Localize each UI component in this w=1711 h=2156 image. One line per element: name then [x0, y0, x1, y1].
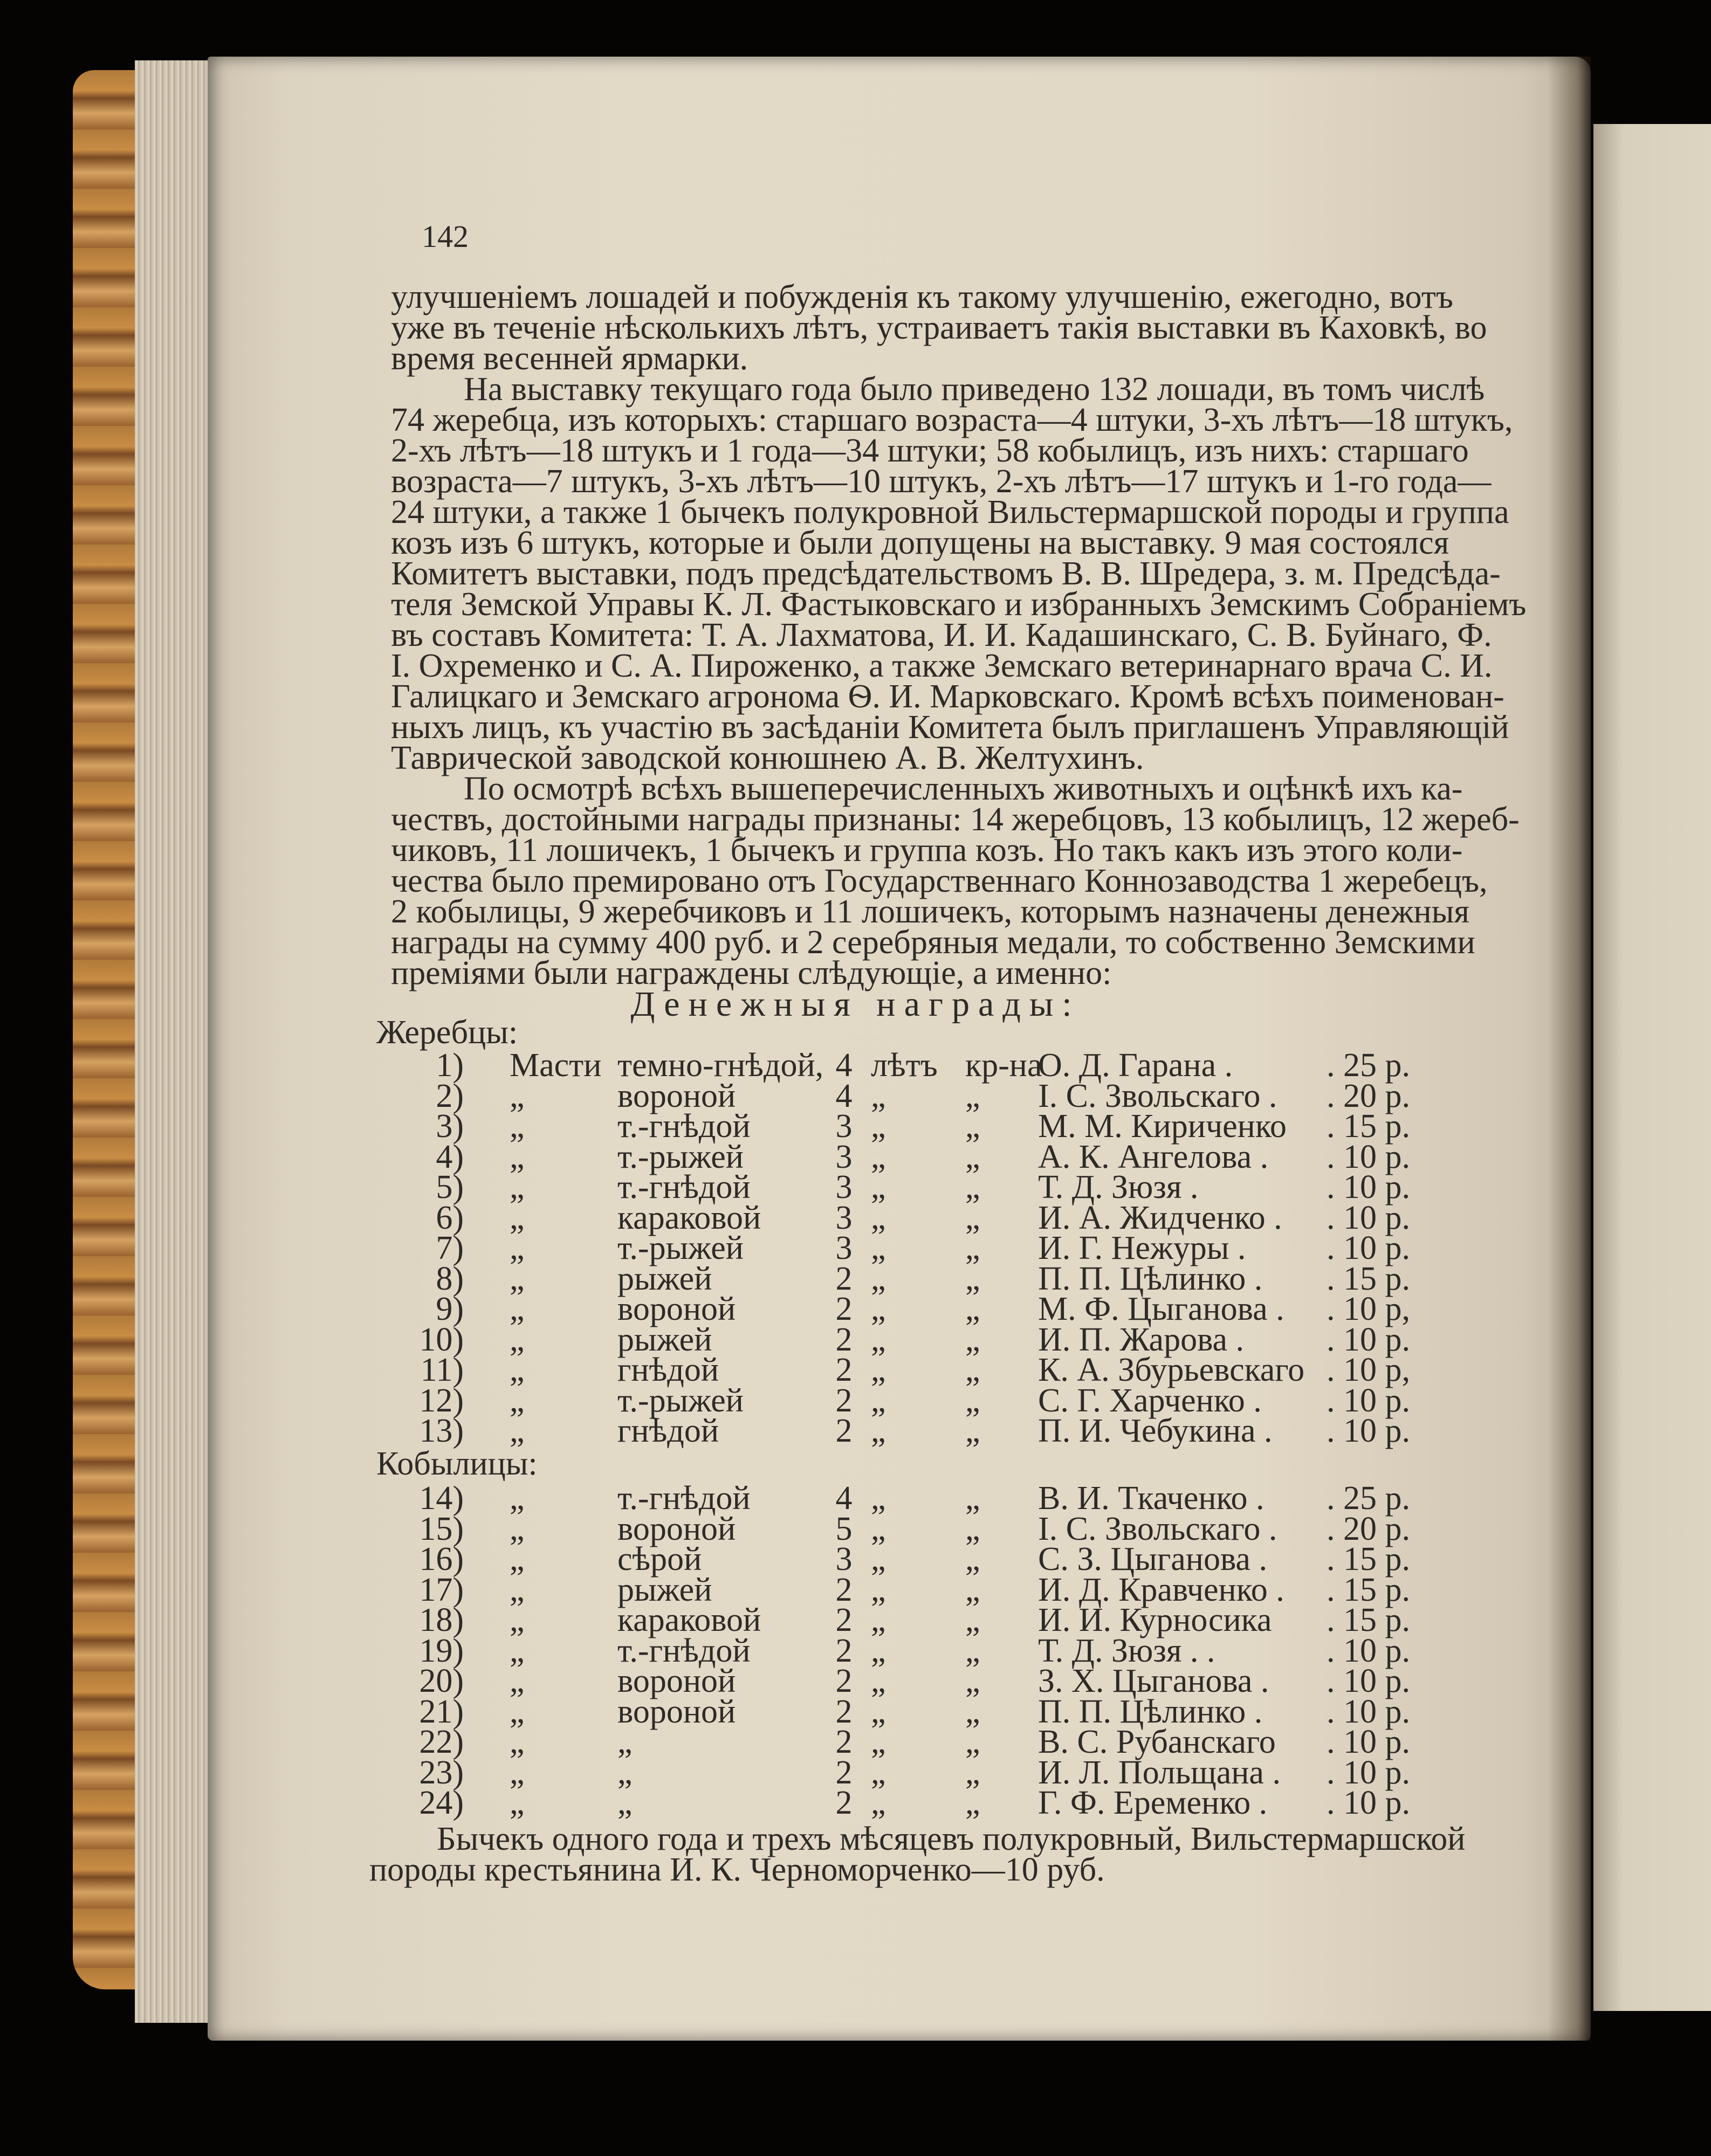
award-k: „ — [965, 1413, 980, 1449]
text-line: время весенней ярмарки. — [391, 340, 748, 377]
award-prize: . 20 р. — [1327, 1510, 1410, 1547]
award-k: „ — [965, 1693, 980, 1730]
award-owner: М. М. Кириченко — [1038, 1108, 1287, 1145]
award-prize: . 10 р. — [1327, 1413, 1410, 1449]
award-owner: К. А. Збурьевскаго — [1038, 1352, 1305, 1388]
award-age: 4 — [835, 1077, 853, 1114]
award-color: „ — [617, 1785, 633, 1821]
award-age: 3 — [835, 1541, 853, 1578]
award-prize: . 20 р. — [1327, 1077, 1410, 1114]
award-m: „ — [510, 1632, 525, 1669]
text-line: Комитетъ выставки, подъ предсѣдательствомъ В. В. Шредера, з. м. Предсѣда- — [391, 555, 1501, 592]
award-y: „ — [871, 1754, 886, 1791]
award-m: Масти — [510, 1047, 602, 1084]
award-m: „ — [510, 1602, 525, 1638]
text-line: 2-хъ лѣтъ—18 штукъ и 1 года—34 штуки; 58 кобылицъ, изъ нихъ: старшаго — [391, 432, 1469, 469]
award-k: „ — [965, 1480, 980, 1517]
award-color: т.-рыжей — [617, 1230, 744, 1266]
text-line: награды на сумму 400 руб. и 2 серебряныя медали, то собственно Земскими — [391, 924, 1475, 961]
award-owner: П. П. Цѣлинко . — [1038, 1693, 1263, 1730]
award-m: „ — [510, 1724, 525, 1760]
award-m: „ — [510, 1541, 525, 1578]
award-k: „ — [965, 1169, 980, 1206]
award-k: „ — [965, 1510, 980, 1547]
award-m: „ — [510, 1693, 525, 1730]
award-m: „ — [510, 1169, 525, 1206]
text-line: 24 штуки, а также 1 бычекъ полукровной Вильстермаршской породы и группа — [391, 494, 1509, 531]
award-color: вороной — [617, 1510, 736, 1547]
award-k: кр-на — [965, 1047, 1042, 1084]
award-prize: . 15 р. — [1327, 1571, 1410, 1608]
award-m: „ — [510, 1413, 525, 1449]
award-k: „ — [965, 1663, 980, 1699]
page-gutter — [1548, 57, 1591, 2041]
award-m: „ — [510, 1199, 525, 1236]
award-n: 16) — [419, 1541, 464, 1578]
award-y: лѣтъ — [871, 1047, 938, 1084]
award-prize: . 25 р. — [1327, 1480, 1410, 1517]
award-age: 2 — [835, 1724, 853, 1760]
text-line: 74 жеребца, изъ которыхъ: старшаго возраста—4 штуки, 3-хъ лѣтъ—18 штукъ, — [391, 402, 1513, 438]
award-y: „ — [871, 1413, 886, 1449]
award-age: 4 — [835, 1480, 853, 1517]
award-m: „ — [510, 1480, 525, 1517]
text-line: По осмотрѣ всѣхъ вышеперечисленныхъ животныхъ и оцѣнкѣ ихъ ка- — [464, 770, 1463, 807]
award-y: „ — [871, 1382, 886, 1419]
award-color: т.-гнѣдой — [617, 1169, 751, 1206]
text-line: уже въ теченіе нѣсколькихъ лѣтъ, устраиваетъ такія выставки въ Каховкѣ, во — [391, 309, 1487, 346]
award-k: „ — [965, 1077, 980, 1114]
award-m: „ — [510, 1785, 525, 1821]
award-color: караковой — [617, 1199, 761, 1236]
award-m: „ — [510, 1230, 525, 1266]
award-m: „ — [510, 1321, 525, 1358]
award-y: „ — [871, 1260, 886, 1297]
award-owner: В. С. Рубанскаго — [1038, 1724, 1276, 1760]
award-m: „ — [510, 1663, 525, 1699]
award-k: „ — [965, 1260, 980, 1297]
text-line: Бычекъ одного года и трехъ мѣсяцевъ полукровный, Вильстермаршской — [437, 1821, 1466, 1857]
award-n: 14) — [419, 1480, 464, 1517]
award-owner: И. Л. Польщана . — [1038, 1754, 1281, 1791]
award-age: 4 — [835, 1047, 853, 1084]
award-k: „ — [965, 1754, 980, 1791]
award-n: 7) — [436, 1230, 464, 1266]
award-n: 21) — [419, 1693, 464, 1730]
award-color: рыжей — [617, 1321, 712, 1358]
award-prize: . 10 р. — [1327, 1138, 1410, 1175]
award-k: „ — [965, 1108, 980, 1145]
text-line: I. Охременко и С. А. Пироженко, а также Земскаго ветеринарнаго врача С. И. — [391, 648, 1493, 684]
award-y: „ — [871, 1291, 886, 1327]
award-y: „ — [871, 1077, 886, 1114]
award-prize: . 10 р. — [1327, 1663, 1410, 1699]
text-line: теля Земской Управы К. Л. Фастыковскаго и избранныхъ Земскимъ Собраніемъ — [391, 586, 1527, 623]
text-line: ныхъ лицъ, къ участію въ засѣданіи Комитета былъ приглашенъ Управляющій — [391, 709, 1509, 746]
award-age: 2 — [835, 1291, 853, 1327]
award-color: вороной — [617, 1663, 736, 1699]
award-k: „ — [965, 1602, 980, 1638]
award-k: „ — [965, 1785, 980, 1821]
award-prize: . 10 р. — [1327, 1785, 1410, 1821]
text-line: чествъ, достойными награды признаны: 14 жеребцовъ, 13 кобылицъ, 12 жереб- — [391, 801, 1520, 838]
award-prize: . 10 р, — [1327, 1291, 1410, 1327]
award-age: 3 — [835, 1199, 853, 1236]
award-m: „ — [510, 1382, 525, 1419]
award-prize: . 10 р. — [1327, 1230, 1410, 1266]
award-m: „ — [510, 1754, 525, 1791]
award-k: „ — [965, 1632, 980, 1669]
award-prize: . 10 р. — [1327, 1321, 1410, 1358]
award-prize: . 15 р. — [1327, 1108, 1410, 1145]
award-prize: . 10 р. — [1327, 1382, 1410, 1419]
award-age: 2 — [835, 1321, 853, 1358]
award-prize: . 15 р. — [1327, 1260, 1410, 1297]
award-color: гнѣдой — [617, 1352, 719, 1388]
award-y: „ — [871, 1108, 886, 1145]
section-title: Денежныя награды: — [630, 984, 1081, 1024]
text-line: улучшеніемъ лошадей и побужденія къ такому улучшенію, ежегодно, вотъ — [391, 279, 1453, 315]
award-y: „ — [871, 1230, 886, 1266]
award-owner: С. Г. Харченко . — [1038, 1382, 1262, 1419]
award-k: „ — [965, 1199, 980, 1236]
award-owner: М. Ф. Цыганова . — [1038, 1291, 1284, 1327]
award-owner: В. И. Ткаченко . — [1038, 1480, 1265, 1517]
text-line: возраста—7 штукъ, 3-хъ лѣтъ—10 штукъ, 2-хъ лѣтъ—17 штукъ и 1-го года— — [391, 463, 1492, 500]
award-y: „ — [871, 1352, 886, 1388]
award-prize: . 10 р, — [1327, 1352, 1410, 1388]
award-n: 17) — [419, 1571, 464, 1608]
award-age: 2 — [835, 1785, 853, 1821]
award-prize: . 15 р. — [1327, 1602, 1410, 1638]
award-n: 15) — [419, 1510, 464, 1547]
award-k: „ — [965, 1321, 980, 1358]
award-owner: З. Х. Цыганова . — [1038, 1663, 1269, 1699]
award-k: „ — [965, 1138, 980, 1175]
award-k: „ — [965, 1382, 980, 1419]
award-owner: И. Д. Кравченко . — [1038, 1571, 1284, 1608]
award-age: 2 — [835, 1663, 853, 1699]
award-age: 2 — [835, 1602, 853, 1638]
award-n: 12) — [419, 1382, 464, 1419]
award-color: т.-рыжей — [617, 1138, 744, 1175]
text-line: породы крестьянина И. К. Черноморченко—10 руб. — [369, 1851, 1105, 1888]
award-prize: . 25 р. — [1327, 1047, 1410, 1084]
award-age: 2 — [835, 1352, 853, 1388]
award-m: „ — [510, 1260, 525, 1297]
award-n: 18) — [419, 1602, 464, 1638]
text-line: Таврической заводской конюшнею А. В. Желтухинъ. — [391, 740, 1144, 776]
award-y: „ — [871, 1663, 886, 1699]
text-line: чиковъ, 11 лошичекъ, 1 бычекъ и группа козъ. Но такъ какъ изъ этого коли- — [391, 832, 1463, 869]
award-m: „ — [510, 1108, 525, 1145]
award-k: „ — [965, 1724, 980, 1760]
award-owner: Т. Д. Зюзя . . — [1038, 1632, 1215, 1669]
award-color: вороной — [617, 1693, 736, 1730]
award-n: 11) — [420, 1352, 464, 1388]
award-k: „ — [965, 1291, 980, 1327]
text-line: 2 кобылицы, 9 жеребчиковъ и 11 лошичекъ, которымъ назначены денежныя — [391, 893, 1469, 930]
award-age: 5 — [835, 1510, 853, 1547]
award-age: 2 — [835, 1260, 853, 1297]
award-color: вороной — [617, 1077, 736, 1114]
award-y: „ — [871, 1199, 886, 1236]
award-y: „ — [871, 1138, 886, 1175]
award-owner: И. А. Жидченко . — [1038, 1199, 1282, 1236]
award-prize: . 15 р. — [1327, 1541, 1410, 1578]
award-n: 8) — [436, 1260, 464, 1297]
mares-label: Кобылицы: — [376, 1445, 538, 1482]
award-age: 3 — [835, 1169, 853, 1206]
award-age: 2 — [835, 1632, 853, 1669]
award-y: „ — [871, 1571, 886, 1608]
next-page-edge — [1593, 124, 1711, 2011]
award-k: „ — [965, 1571, 980, 1608]
award-y: „ — [871, 1169, 886, 1206]
award-m: „ — [510, 1571, 525, 1608]
award-k: „ — [965, 1541, 980, 1578]
award-color: вороной — [617, 1291, 736, 1327]
award-k: „ — [965, 1230, 980, 1266]
page-number: 142 — [422, 219, 469, 254]
award-owner: Т. Д. Зюзя . — [1038, 1169, 1199, 1206]
award-y: „ — [871, 1541, 886, 1578]
award-n: 5) — [436, 1169, 464, 1206]
award-owner: Г. Ф. Еременко . — [1038, 1785, 1268, 1821]
award-n: 20) — [419, 1663, 464, 1699]
award-age: 3 — [835, 1138, 853, 1175]
award-prize: . 10 р. — [1327, 1754, 1410, 1791]
award-y: „ — [871, 1693, 886, 1730]
award-prize: . 10 р. — [1327, 1169, 1410, 1206]
award-age: 2 — [835, 1754, 853, 1791]
award-n: 2) — [436, 1077, 464, 1114]
award-age: 3 — [835, 1108, 853, 1145]
award-n: 22) — [419, 1724, 464, 1760]
award-y: „ — [871, 1632, 886, 1669]
award-m: „ — [510, 1138, 525, 1175]
text-line: въ составъ Комитета: Т. А. Лахматова, И. И. Кадашинскаго, С. В. Буйнаго, Ф. — [391, 617, 1492, 653]
award-y: „ — [871, 1510, 886, 1547]
award-color: темно-гнѣдой, — [617, 1047, 824, 1084]
award-n: 23) — [419, 1754, 464, 1791]
text-line: преміями были награждены слѣдующіе, а именно: — [391, 955, 1112, 991]
award-m: „ — [510, 1352, 525, 1388]
award-owner: С. З. Цыганова . — [1038, 1541, 1267, 1578]
award-age: 2 — [835, 1693, 853, 1730]
award-owner: И. И. Курносика — [1038, 1602, 1272, 1638]
award-n: 4) — [436, 1138, 464, 1175]
award-owner: И. Г. Нежуры . — [1038, 1230, 1246, 1266]
award-n: 3) — [436, 1108, 464, 1145]
award-color: караковой — [617, 1602, 761, 1638]
award-y: „ — [871, 1480, 886, 1517]
award-owner: И. П. Жарова . — [1038, 1321, 1245, 1358]
award-owner: А. К. Ангелова . — [1038, 1138, 1269, 1175]
award-color: гнѣдой — [617, 1413, 719, 1449]
award-color: т.-гнѣдой — [617, 1108, 751, 1145]
award-prize: . 10 р. — [1327, 1724, 1410, 1760]
award-k: „ — [965, 1352, 980, 1388]
award-n: 13) — [419, 1413, 464, 1449]
award-age: 2 — [835, 1413, 853, 1449]
award-m: „ — [510, 1077, 525, 1114]
award-color: сѣрой — [617, 1541, 702, 1578]
award-y: „ — [871, 1724, 886, 1760]
award-color: т.-рыжей — [617, 1382, 744, 1419]
text-line: козъ изъ 6 штукъ, которые и были допущены на выставку. 9 мая состоялся — [391, 525, 1449, 561]
award-n: 6) — [436, 1199, 464, 1236]
award-color: рыжей — [617, 1260, 712, 1297]
award-owner: П. И. Чебукина . — [1038, 1413, 1273, 1449]
award-n: 10) — [419, 1321, 464, 1358]
award-owner: I. С. Звольскаго . — [1038, 1510, 1277, 1547]
award-color: „ — [617, 1754, 633, 1791]
award-age: 2 — [835, 1571, 853, 1608]
award-owner: I. С. Звольскаго . — [1038, 1077, 1277, 1114]
award-y: „ — [871, 1602, 886, 1638]
award-n: 19) — [419, 1632, 464, 1669]
text-line: На выставку текущаго года было приведено 132 лошади, въ томъ числѣ — [464, 371, 1485, 408]
award-prize: . 10 р. — [1327, 1693, 1410, 1730]
award-prize: . 10 р. — [1327, 1199, 1410, 1236]
award-y: „ — [871, 1785, 886, 1821]
award-n: 24) — [419, 1785, 464, 1821]
stallions-label: Жеребцы: — [376, 1014, 518, 1051]
award-prize: . 10 р. — [1327, 1632, 1410, 1669]
award-owner: П. П. Цѣлинко . — [1038, 1260, 1263, 1297]
award-color: т.-гнѣдой — [617, 1480, 751, 1517]
award-age: 3 — [835, 1230, 853, 1266]
award-color: т.-гнѣдой — [617, 1632, 751, 1669]
text-line: чества было премировано отъ Государственнаго Коннозаводства 1 жеребецъ, — [391, 863, 1488, 899]
award-age: 2 — [835, 1382, 853, 1419]
award-n: 1) — [436, 1047, 464, 1084]
award-m: „ — [510, 1510, 525, 1547]
award-n: 9) — [436, 1291, 464, 1327]
award-y: „ — [871, 1321, 886, 1358]
award-color: рыжей — [617, 1571, 712, 1608]
text-line: Галицкаго и Земскаго агронома Ѳ. И. Марковскаго. Кромѣ всѣхъ поименован- — [391, 678, 1504, 715]
award-owner: О. Д. Гарана . — [1038, 1047, 1233, 1084]
award-m: „ — [510, 1291, 525, 1327]
award-color: „ — [617, 1724, 633, 1760]
